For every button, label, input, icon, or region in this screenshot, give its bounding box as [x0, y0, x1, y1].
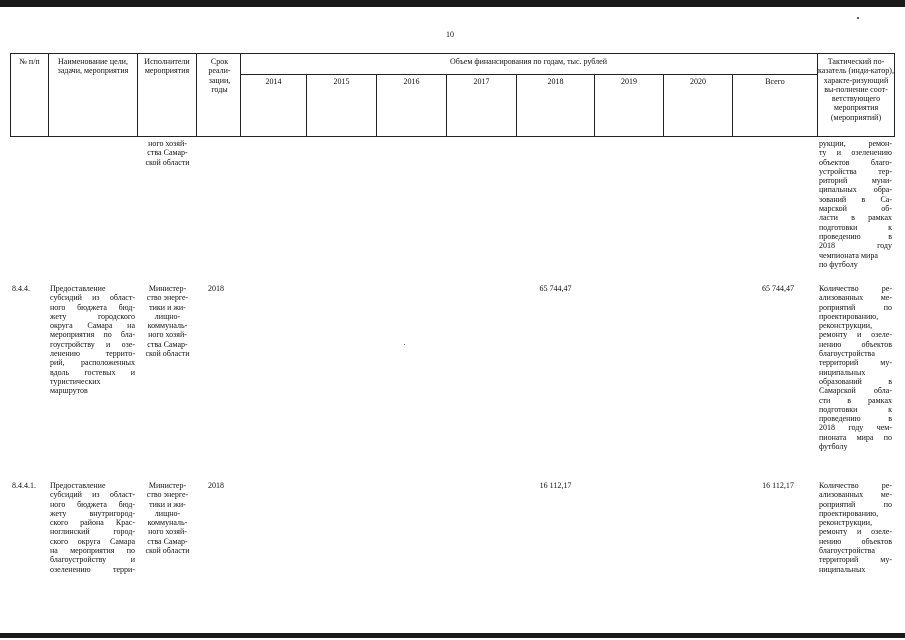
row-total: 65 744,47	[762, 284, 794, 293]
scan-border-bottom	[0, 633, 905, 638]
continuation-executor: ного хозяй- ства Самар- ской области	[145, 139, 190, 167]
header-year-2019: 2019	[621, 77, 637, 86]
continuation-indicator: рукции, ремон- ту и озеленению объектов благо- устройства тер- риторий муни- ципальных обра- зований в Са- марской об- ласти в рамках подготовки к проведению в 2018 году чемпионата мира по футболу	[819, 139, 892, 269]
header-year-2016: 2016	[403, 77, 420, 86]
scan-border-top	[0, 0, 905, 7]
header-total: Всего	[765, 77, 785, 86]
row-term: 2018	[208, 481, 224, 490]
header-year-2014: 2014	[265, 77, 282, 86]
row-number: 8.4.4.1.	[12, 481, 36, 490]
row-name: Предоставление субсидий из област- ного бюджета бюд- жету городского округа Самара на мероприятия по бла- гоустройству и озе- ленению террито- рий, расположенных вдоль гостевых и туристических маршрутов	[50, 284, 135, 396]
header-executor: Исполнители мероприятия	[144, 57, 190, 76]
row-executor: Министер- ство энерге- тики и жи- лищно- коммуналь- ного хозяй- ства Самар- ской области	[145, 481, 190, 556]
row-total: 16 112,17	[762, 481, 794, 490]
row-amount-2018: 65 744,47	[539, 284, 572, 293]
header-year-2015: 2015	[333, 77, 350, 86]
header-number: № п/п	[19, 57, 40, 66]
header-year-2018: 2018	[547, 77, 564, 86]
header-term: Срок реали-зации, годы	[208, 57, 231, 94]
header-indicator: Тактический по-казатель (инди-катор), характе-ризующий вы-полнение соот-ветствующего мероприятия (мероприятий)	[818, 57, 894, 122]
row-indicator: Количество ре- ализованных ме- роприятий по проектированию, реконструкции, ремонту и озеле- нению объектов благоустройства территорий му- ниципальных образований в Самарской обла- сти в рамках подготовки к проведению в 2018 году чем- пионата мира по футболу	[819, 284, 892, 452]
row-indicator: Количество ре- ализованных ме- роприятий по проектированию, реконструкции, ремонту и озеле- нению объектов благоустройства территорий му- ниципальных	[819, 481, 892, 574]
header-financing: Объем финансирования по годам, тыс. рублей	[450, 57, 607, 66]
row-term: 2018	[208, 284, 224, 293]
page-number: 10	[446, 30, 454, 39]
row-name: Предоставление субсидий из област- ного бюджета бюд- жету внутригород- ского района Крас- ноглинский город- ского округа Самара на мероприятия по благоустройству и озеленению терри-	[50, 481, 135, 574]
header-year-2017: 2017	[473, 77, 490, 86]
row-number: 8.4.4.	[12, 284, 30, 293]
scan-speck	[404, 344, 405, 345]
row-amount-2018: 16 112,17	[539, 481, 572, 490]
header-year-2020: 2020	[690, 77, 706, 86]
row-executor: Министер- ство энерге- тики и жи- лищно- коммуналь- ного хозяй- ства Самар- ской области	[145, 284, 190, 359]
scan-speck	[857, 17, 859, 19]
header-name: Наименование цели, задачи, мероприятия	[57, 57, 129, 76]
